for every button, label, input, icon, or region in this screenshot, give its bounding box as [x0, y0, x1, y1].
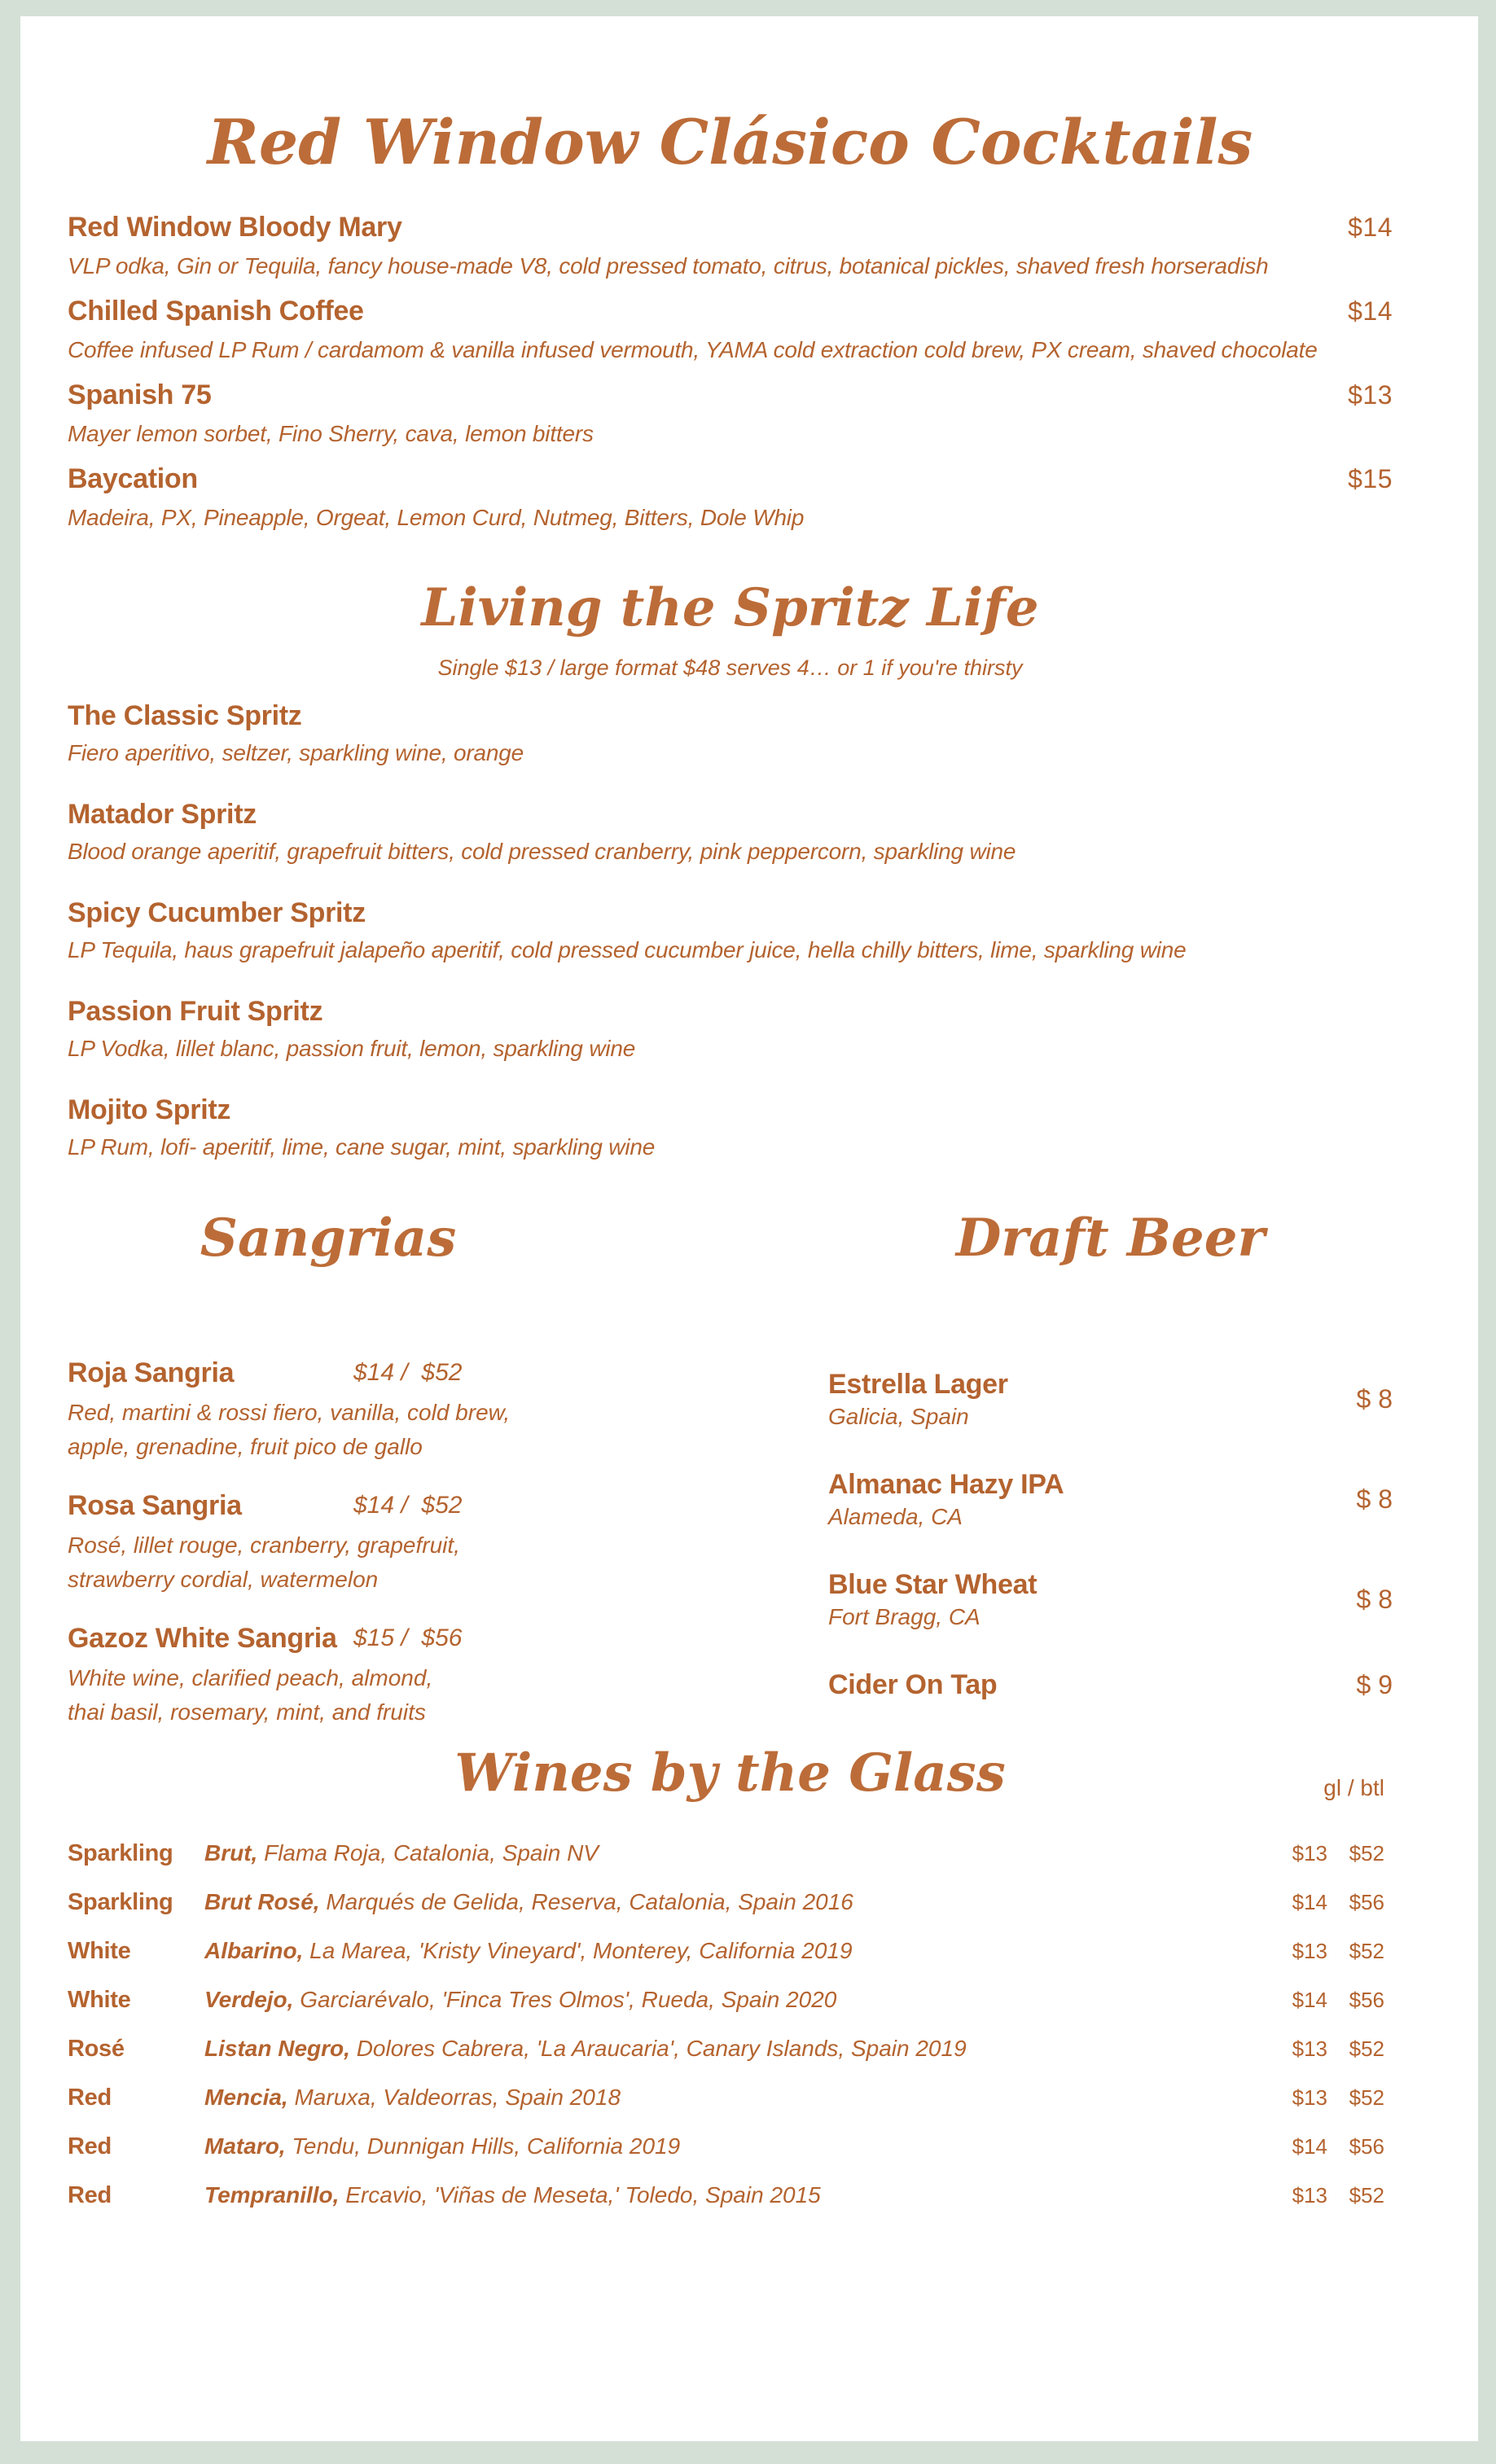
item-name: Chilled Spanish Coffee: [68, 296, 364, 327]
clasico-cocktails-section: [68, 212, 1393, 531]
wine-glass-price: $14: [1292, 1988, 1327, 2013]
wine-row: [68, 1938, 1393, 1965]
wine-type: Sparkling: [68, 1889, 173, 1916]
spritz-item: [68, 799, 1393, 865]
wine-title: [204, 1840, 1277, 1866]
item-row: [68, 379, 1393, 411]
cocktail-item: [68, 463, 1393, 531]
item-name: Passion Fruit Spritz: [68, 996, 323, 1028]
wine-name: Brut Rosé,: [204, 1889, 320, 1915]
item-row: [68, 1623, 589, 1655]
wine-type: Rosé: [68, 2036, 125, 2063]
item-description: [68, 1396, 589, 1464]
item-location: Alameda, CA: [828, 1504, 963, 1530]
item-price: $14 / $52: [353, 1359, 463, 1387]
menu-card: [20, 16, 1478, 2441]
wine-details: Dolores Cabrera, 'La Araucaria', Canary Islands, Spain 2019: [356, 2036, 967, 2062]
item-description: Mayer lemon sorbet, Fino Sherry, cava, lemon bitters: [68, 421, 594, 447]
wine-bottle-price: $56: [1349, 1988, 1384, 2013]
item-location: Fort Bragg, CA: [828, 1604, 981, 1630]
item-name: Estrella Lager: [828, 1369, 1008, 1401]
wine-glass-price: $13: [1292, 2037, 1327, 2062]
wine-bottle-price: $52: [1349, 2085, 1384, 2111]
description-line: Red, martini & rossi fiero, vanilla, cold brew,: [68, 1400, 511, 1426]
item-row: [68, 296, 1393, 327]
wine-name: Brut,: [204, 1840, 258, 1866]
item-row: [68, 1490, 589, 1522]
sangria-list: [68, 1357, 589, 1730]
glass-bottle-price-header: gl / btl: [1323, 1775, 1384, 1801]
spritz-section: [68, 700, 1393, 1160]
item-description: LP Tequila, haus grapefruit jalapeño aperitif, cold pressed cucumber juice, hella chilly bitters, lime, sparkling wine: [68, 937, 1187, 963]
wine-title: [204, 1938, 1277, 1964]
wine-row: [68, 2085, 1393, 2111]
beer-info: [828, 1369, 1008, 1430]
spritz-item: [68, 700, 1393, 766]
item-name: Spicy Cucumber Spritz: [68, 897, 366, 929]
spritz-section-heading: Living the Spritz Life: [421, 577, 1039, 639]
wine-glass-price: $14: [1292, 1890, 1327, 1915]
description-line: Rosé, lillet rouge, cranberry, grapefruit,: [68, 1532, 460, 1559]
wine-details: La Marea, 'Kristy Vineyard', Monterey, California 2019: [309, 1938, 853, 1964]
item-name: Baycation: [68, 463, 198, 495]
item-description: Fiero aperitivo, seltzer, sparkling wine, orange: [68, 740, 524, 766]
beer-item: [828, 1369, 1393, 1430]
wine-bottle-price: $52: [1349, 1841, 1384, 1866]
wine-details: Flama Roja, Catalonia, Spain NV: [264, 1840, 599, 1866]
spritz-item: [68, 996, 1393, 1062]
wine-row: [68, 2133, 1393, 2160]
sangria-item: [68, 1623, 589, 1730]
item-row: [68, 463, 1393, 495]
sangria-item: [68, 1357, 589, 1464]
item-description: Blood orange aperitif, grapefruit bitters, cold pressed cranberry, pink peppercorn, sparkling wine: [68, 839, 1016, 865]
item-price: $ 9: [1356, 1670, 1393, 1700]
description-line: apple, grenadine, fruit pico de gallo: [68, 1434, 423, 1460]
item-name: Roja Sangria: [68, 1357, 235, 1389]
wine-title: [204, 2182, 1277, 2208]
wine-row: [68, 1987, 1393, 2014]
description-line: thai basil, rosemary, mint, and fruits: [68, 1699, 426, 1725]
wine-bottle-price: $52: [1349, 2183, 1384, 2208]
beer-item: [828, 1669, 1393, 1701]
item-description: Madeira, PX, Pineapple, Orgeat, Lemon Curd, Nutmeg, Bitters, Dole Whip: [68, 505, 805, 531]
cocktail-item: [68, 379, 1393, 447]
beer-item: [828, 1469, 1393, 1530]
wine-details: Ercavio, 'Viñas de Meseta,' Toledo, Spain 2015: [345, 2182, 821, 2208]
wine-details: Garciarévalo, 'Finca Tres Olmos', Rueda, Spain 2020: [300, 1987, 837, 2013]
item-row: [68, 1357, 589, 1389]
item-name: Cider On Tap: [828, 1669, 998, 1701]
item-price: $14 / $52: [353, 1492, 463, 1519]
item-price: $ 8: [1356, 1585, 1393, 1615]
item-price: $ 8: [1356, 1384, 1393, 1414]
wine-title: [204, 1987, 1277, 2013]
wines-header: [68, 1741, 1393, 1806]
wines-heading: Wines by the Glass: [454, 1743, 1006, 1804]
wine-name: Listan Negro,: [204, 2036, 350, 2062]
wine-row: [68, 1840, 1393, 1867]
wine-list: [68, 1840, 1393, 2209]
wine-bottle-price: $56: [1349, 1890, 1384, 1915]
beer-info: [828, 1569, 1037, 1630]
wine-details: Tendu, Dunnigan Hills, California 2019: [292, 2133, 681, 2159]
beer-list: [828, 1369, 1393, 1701]
item-price: $15: [1348, 464, 1393, 494]
item-name: Blue Star Wheat: [828, 1569, 1038, 1601]
item-description: [68, 1661, 589, 1730]
wine-row: [68, 2182, 1393, 2209]
wine-title: [204, 2133, 1277, 2159]
item-price: $14: [1348, 213, 1393, 243]
wine-title: [204, 1889, 1277, 1915]
item-price: $15 / $56: [353, 1624, 463, 1652]
item-price: $ 8: [1356, 1484, 1393, 1515]
wine-glass-price: $13: [1292, 1841, 1327, 1866]
sangrias-heading: Sangrias: [200, 1208, 457, 1269]
beer-info: [828, 1469, 1064, 1530]
page-title: Red Window Clásico Cocktails: [207, 106, 1253, 178]
wine-glass-price: $13: [1292, 2183, 1327, 2208]
wine-glass-price: $13: [1292, 1939, 1327, 1964]
item-description: VLP odka, Gin or Tequila, fancy house-made V8, cold pressed tomato, citrus, botanical pickles, shaved fresh horseradish: [68, 253, 1269, 279]
wine-glass-price: $14: [1292, 2134, 1327, 2159]
wine-title: [204, 2085, 1277, 2111]
wine-type: White: [68, 1987, 131, 2014]
wine-details: Marqués de Gelida, Reserva, Catalonia, Spain 2016: [326, 1889, 853, 1915]
wine-glass-price: $13: [1292, 2085, 1327, 2111]
draft-beer-heading: Draft Beer: [955, 1208, 1266, 1269]
wine-name: Verdejo,: [204, 1987, 294, 2013]
item-price: $13: [1348, 380, 1393, 410]
wine-type: White: [68, 1938, 131, 1965]
item-location: Galicia, Spain: [828, 1404, 969, 1430]
wine-bottle-price: $56: [1349, 2134, 1384, 2159]
beer-info: [828, 1669, 997, 1701]
item-description: LP Rum, lofi- aperitif, lime, cane sugar, mint, sparkling wine: [68, 1134, 656, 1160]
wine-name: Tempranillo,: [204, 2182, 340, 2208]
item-price: $14: [1348, 296, 1393, 327]
draft-beer-column: [828, 1206, 1393, 1730]
sangrias-and-beer-columns: [68, 1206, 1393, 1730]
item-name: Rosa Sangria: [68, 1490, 242, 1522]
wine-name: Mataro,: [204, 2133, 286, 2159]
cocktail-item: [68, 296, 1393, 363]
wine-type: Red: [68, 2085, 112, 2111]
item-name: Red Window Bloody Mary: [68, 212, 402, 243]
wine-row: [68, 1889, 1393, 1916]
item-description: Coffee infused LP Rum / cardamom & vanilla infused vermouth, YAMA cold extraction cold brew, PX cream, shaved chocolate: [68, 337, 1318, 363]
spritz-subtitle: Single $13 / large format $48 serves 4… or 1 if you're thirsty: [437, 655, 1023, 681]
description-line: White wine, clarified peach, almond,: [68, 1665, 433, 1691]
item-name: Gazoz White Sangria: [68, 1623, 337, 1655]
item-row: [68, 212, 1393, 243]
wine-bottle-price: $52: [1349, 1939, 1384, 1964]
item-description: LP Vodka, lillet blanc, passion fruit, lemon, sparkling wine: [68, 1036, 636, 1062]
item-name: Almanac Hazy IPA: [828, 1469, 1064, 1501]
wine-details: Maruxa, Valdeorras, Spain 2018: [294, 2085, 621, 2111]
beer-item: [828, 1569, 1393, 1630]
sangrias-column: [68, 1206, 589, 1730]
item-name: Matador Spritz: [68, 799, 257, 831]
wine-name: Mencia,: [204, 2085, 288, 2111]
item-name: Mojito Spritz: [68, 1094, 231, 1126]
wine-title: [204, 2036, 1277, 2062]
spritz-item: [68, 1094, 1393, 1160]
wine-name: Albarino,: [204, 1938, 304, 1964]
description-line: strawberry cordial, watermelon: [68, 1567, 379, 1593]
spritz-item: [68, 897, 1393, 963]
wine-row: [68, 2036, 1393, 2063]
wine-type: Red: [68, 2133, 112, 2160]
cocktail-item: [68, 212, 1393, 279]
item-name: The Classic Spritz: [68, 700, 302, 732]
wine-type: Sparkling: [68, 1840, 173, 1867]
wine-type: Red: [68, 2182, 112, 2209]
item-description: [68, 1528, 589, 1597]
sangria-item: [68, 1490, 589, 1597]
wine-bottle-price: $52: [1349, 2037, 1384, 2062]
item-name: Spanish 75: [68, 379, 212, 411]
